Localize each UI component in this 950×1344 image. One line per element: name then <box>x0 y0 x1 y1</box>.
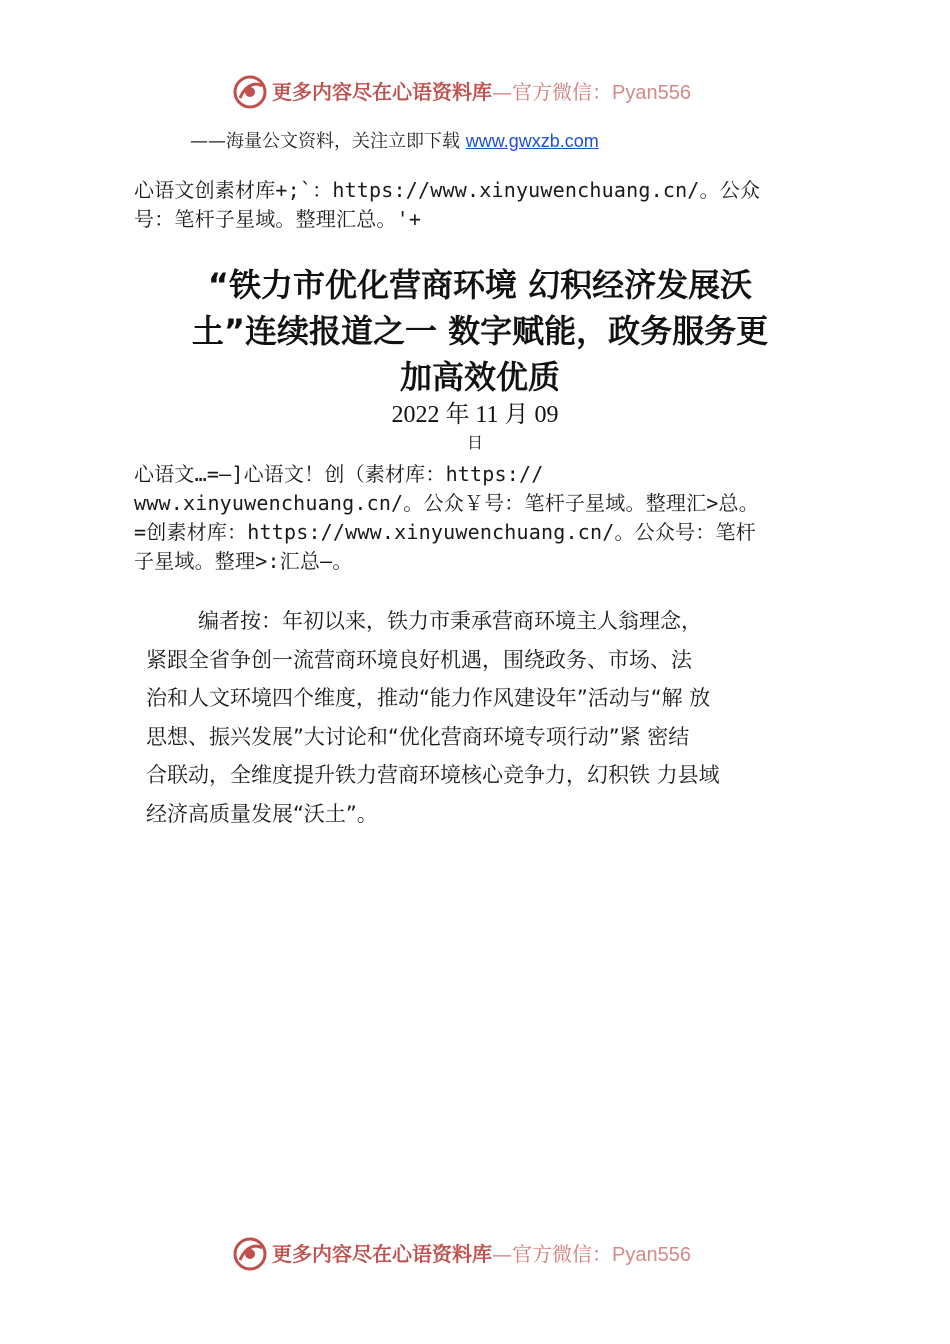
title-line: 加高效优质 <box>399 358 560 396</box>
banner-separator: — <box>492 80 512 104</box>
source-line: 子星域。整理>:汇总—。 <box>134 549 353 573</box>
paragraph-line: 编者按：年初以来，铁力市秉承营商环境主人翁理念， <box>198 609 702 633</box>
download-link[interactable]: www.gwxzb.com <box>465 131 599 151</box>
paragraph-line: 经济高质量发展“沃土”。 <box>146 801 378 826</box>
source-note <box>134 460 824 576</box>
source-line: www.xinyuwenchuang.cn/。公众￥号：笔杆子星域。整理汇>总。 <box>134 491 759 515</box>
paragraph-line: 思想、振兴发展”大讨论和“优化营商环境专项行动”紧 密结 <box>146 724 690 749</box>
document-date: 2022 年 11 月 09 <box>391 402 559 428</box>
banner-wechat-id: Pyan556 <box>612 82 691 104</box>
document-date-day: 日 <box>466 433 483 452</box>
document-title <box>140 262 820 400</box>
banner-wechat-id: Pyan556 <box>612 1244 691 1266</box>
source-line: =创素材库：https://www.xinyuwenchuang.cn/。公众号：笔杆 <box>134 520 756 544</box>
footer-banner <box>0 1234 950 1274</box>
title-line: 土”连续报道之一 数字赋能，政务服务更 <box>191 312 769 350</box>
sub-banner <box>190 128 599 155</box>
source-line: 心语文…=—]心语文！创（素材库：https:// <box>134 462 544 486</box>
banner-official-text: 官方微信： <box>512 1242 612 1266</box>
banner-text <box>272 1240 691 1269</box>
intro-text <box>134 176 824 234</box>
intro-line: 心语文创素材库+;`：https://www.xinyuwenchuang.cn/。公众 <box>134 178 761 202</box>
paragraph-line: 治和人文环境四个维度，推动“能力作风建设年”活动与“解 放 <box>146 686 711 710</box>
banner-separator: — <box>492 1242 512 1266</box>
title-line: “铁力市优化营商环境 幻积经济发展沃 <box>207 266 753 304</box>
paragraph-line: 紧跟全省争创一流营商环境良好机遇，围绕政务、市场、法 <box>146 647 692 672</box>
banner-red-text: 更多内容尽在心语资料库 <box>272 80 492 104</box>
editor-note-paragraph <box>146 602 836 833</box>
brand-logo-icon <box>232 1236 268 1272</box>
header-banner <box>0 72 950 112</box>
paragraph-line: 合联动，全维度提升铁力营商环境核心竞争力，幻积铁 力县域 <box>146 763 720 787</box>
sub-banner-text: ——海量公文资料，关注立即下载 <box>190 131 466 152</box>
intro-line: 号：笔杆子星域。整理汇总。'+ <box>134 207 422 231</box>
banner-official-text: 官方微信： <box>512 80 612 104</box>
banner-red-text: 更多内容尽在心语资料库 <box>272 1242 492 1266</box>
brand-logo-icon <box>232 74 268 110</box>
banner-text <box>272 78 691 107</box>
